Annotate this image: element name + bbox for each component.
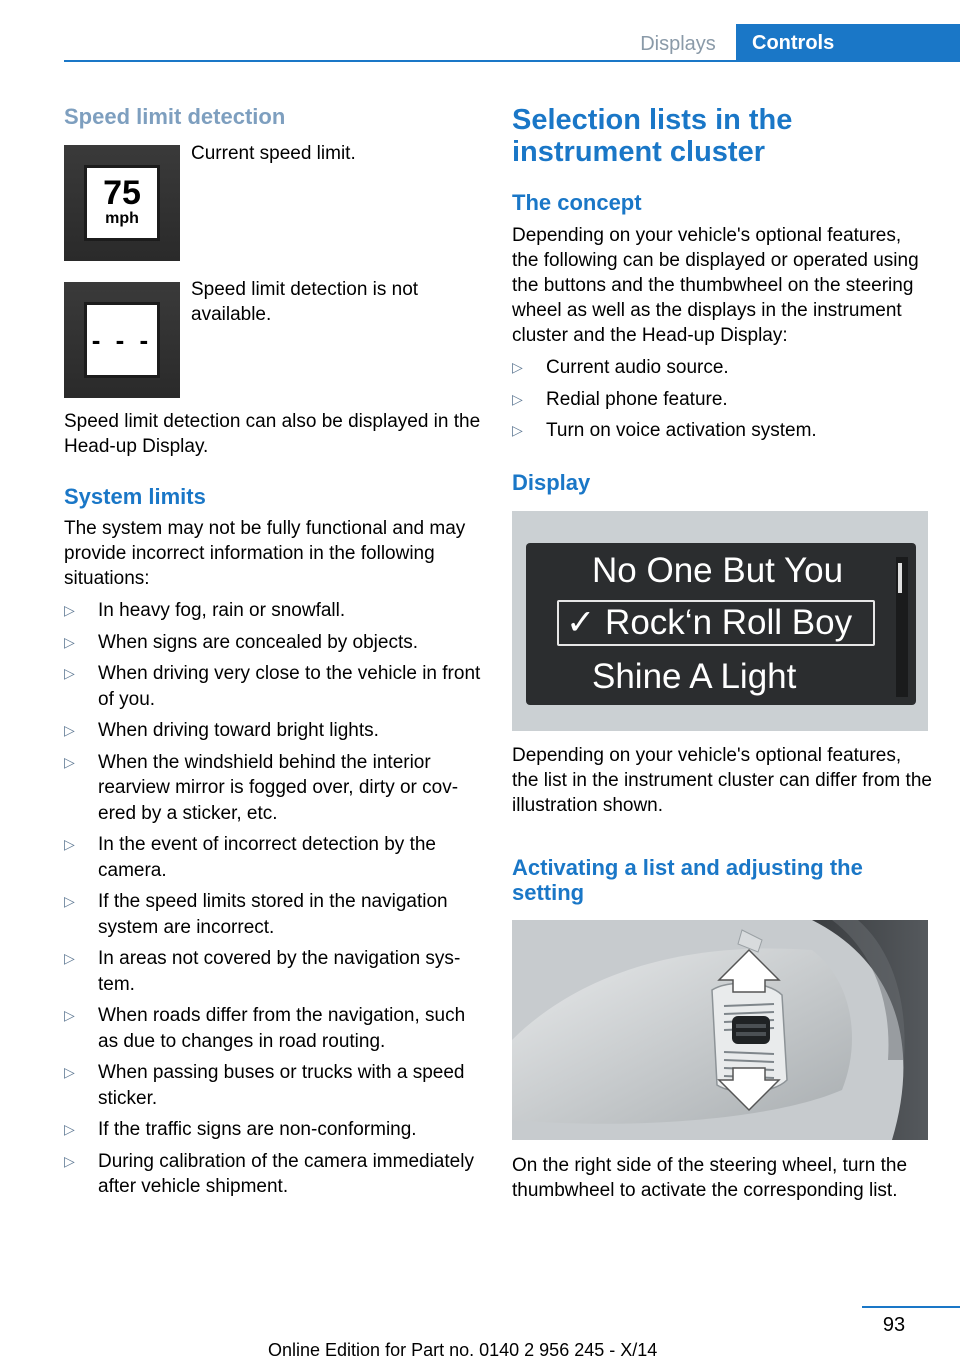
activate-text: On the right side of the steering wheel, turn the thumbwheel to activate the corresponding list. bbox=[512, 1155, 908, 1201]
concept-heading: The concept bbox=[512, 190, 642, 215]
unavailable-sign bbox=[84, 302, 160, 378]
cluster-list-item-selected: ✓ Rock‘n Roll Boy bbox=[566, 603, 853, 642]
list-item: ▷ When signs are concealed by objects. bbox=[64, 631, 419, 653]
system-limits-heading: System limits bbox=[64, 484, 206, 509]
list-item: ▷ In areas not covered by the navigation system. bbox=[64, 948, 461, 995]
triangle-bullet-icon: ▷ bbox=[64, 1121, 75, 1137]
triangle-bullet-icon: ▷ bbox=[512, 422, 523, 438]
triangle-bullet-icon: ▷ bbox=[64, 1152, 75, 1169]
display-heading: Display bbox=[512, 470, 591, 495]
footer-rule bbox=[862, 1306, 960, 1308]
cluster-scroll-thumb bbox=[898, 563, 902, 593]
sign-speed-unit: mph bbox=[105, 210, 139, 227]
steering-wheel-illustration bbox=[512, 920, 928, 1140]
concept-text: Depending on your vehicle's optional features, the following can be displayed or operated using the buttons and the thumbwheel on the steering wheel as well as the displays in the instrument cluster and the Head-up Display: bbox=[512, 225, 919, 346]
list-item: ▷ When passing buses or trucks with a speed sticker. bbox=[64, 1062, 465, 1109]
triangle-bullet-icon: ▷ bbox=[64, 893, 75, 909]
list-item: ▷ In heavy fog, rain or snowfall. bbox=[64, 600, 346, 621]
activating-heading: Activating a list and adjusting the setting bbox=[512, 855, 863, 905]
tab-controls[interactable]: Controls bbox=[736, 24, 960, 62]
triangle-bullet-icon: ▷ bbox=[64, 1007, 75, 1023]
list-item: ▷ Turn on voice activation system. bbox=[512, 420, 817, 441]
concept-list bbox=[512, 355, 932, 450]
triangle-bullet-icon: ▷ bbox=[64, 602, 75, 618]
triangle-bullet-icon: ▷ bbox=[64, 633, 75, 650]
triangle-bullet-icon: ▷ bbox=[64, 950, 75, 966]
system-limits-list bbox=[64, 598, 484, 1206]
unavailable-sign-image bbox=[64, 282, 180, 398]
header-rule bbox=[64, 60, 960, 62]
cluster-scrollbar bbox=[896, 557, 908, 697]
speed-sign-image bbox=[64, 145, 180, 261]
triangle-bullet-icon: ▷ bbox=[512, 390, 523, 407]
display-text: Depending on your vehicle's optional features, the list in the instrument cluster can differ from the illustration shown. bbox=[512, 745, 932, 816]
list-item: ▷ During calibration of the camera immediately after vehicle shipment. bbox=[64, 1150, 474, 1197]
sign-speed-number: 75 bbox=[103, 174, 141, 212]
speed-limit-heading: Speed limit detection bbox=[64, 104, 286, 129]
triangle-bullet-icon: ▷ bbox=[64, 836, 75, 852]
steering-wheel-image bbox=[512, 920, 928, 1140]
triangle-bullet-icon: ▷ bbox=[64, 722, 75, 738]
sign2-caption: Speed limit detection is not available. bbox=[191, 279, 419, 325]
list-item: ▷ If the speed limits stored in the navigation system are incorrect. bbox=[64, 891, 448, 938]
sign-dashes: - - - bbox=[91, 325, 153, 355]
page-number: 93 bbox=[882, 1314, 906, 1336]
cluster-list-item: Shine A Light bbox=[592, 657, 797, 696]
list-item: ▷ In the event of incorrect detection by the camera. bbox=[64, 834, 436, 881]
triangle-bullet-icon: ▷ bbox=[64, 753, 75, 770]
list-item: ▷ When roads differ from the navigation, such as due to changes in road routing. bbox=[64, 1005, 466, 1052]
speed-limit-sign bbox=[84, 165, 160, 241]
selection-lists-heading: Selection lists in the instrument cluster bbox=[512, 104, 793, 168]
edition-text: Online Edition for Part no. 0140 2 956 245 - X/14 bbox=[268, 1340, 658, 1360]
instrument-cluster-image bbox=[512, 511, 928, 731]
list-item: ▷ When the windshield behind the interior rearview mirror is fogged over, dirty or covered by a sticker, etc. bbox=[64, 751, 459, 824]
list-item: ▷ When driving very close to the vehicle in front of you. bbox=[64, 663, 481, 710]
tab-displays[interactable]: Displays bbox=[640, 33, 716, 55]
cluster-screen bbox=[526, 543, 916, 705]
triangle-bullet-icon: ▷ bbox=[64, 1064, 75, 1080]
hud-text: Speed limit detection can also be displayed in the Head-up Display. bbox=[64, 411, 481, 457]
list-item: ▷ If the traffic signs are non-conforming. bbox=[64, 1119, 417, 1140]
triangle-bullet-icon: ▷ bbox=[64, 665, 75, 681]
list-item: ▷ When driving toward bright lights. bbox=[64, 720, 379, 741]
triangle-bullet-icon: ▷ bbox=[512, 359, 523, 375]
sign1-caption: Current speed limit. bbox=[191, 143, 356, 164]
system-limits-intro: The system may not be fully functional and may provide incorrect information in the following situations: bbox=[64, 518, 466, 589]
cluster-list-item: No One But You bbox=[592, 551, 844, 590]
list-item: ▷ Redial phone feature. bbox=[512, 388, 728, 410]
list-item: ▷ Current audio source. bbox=[512, 357, 729, 378]
